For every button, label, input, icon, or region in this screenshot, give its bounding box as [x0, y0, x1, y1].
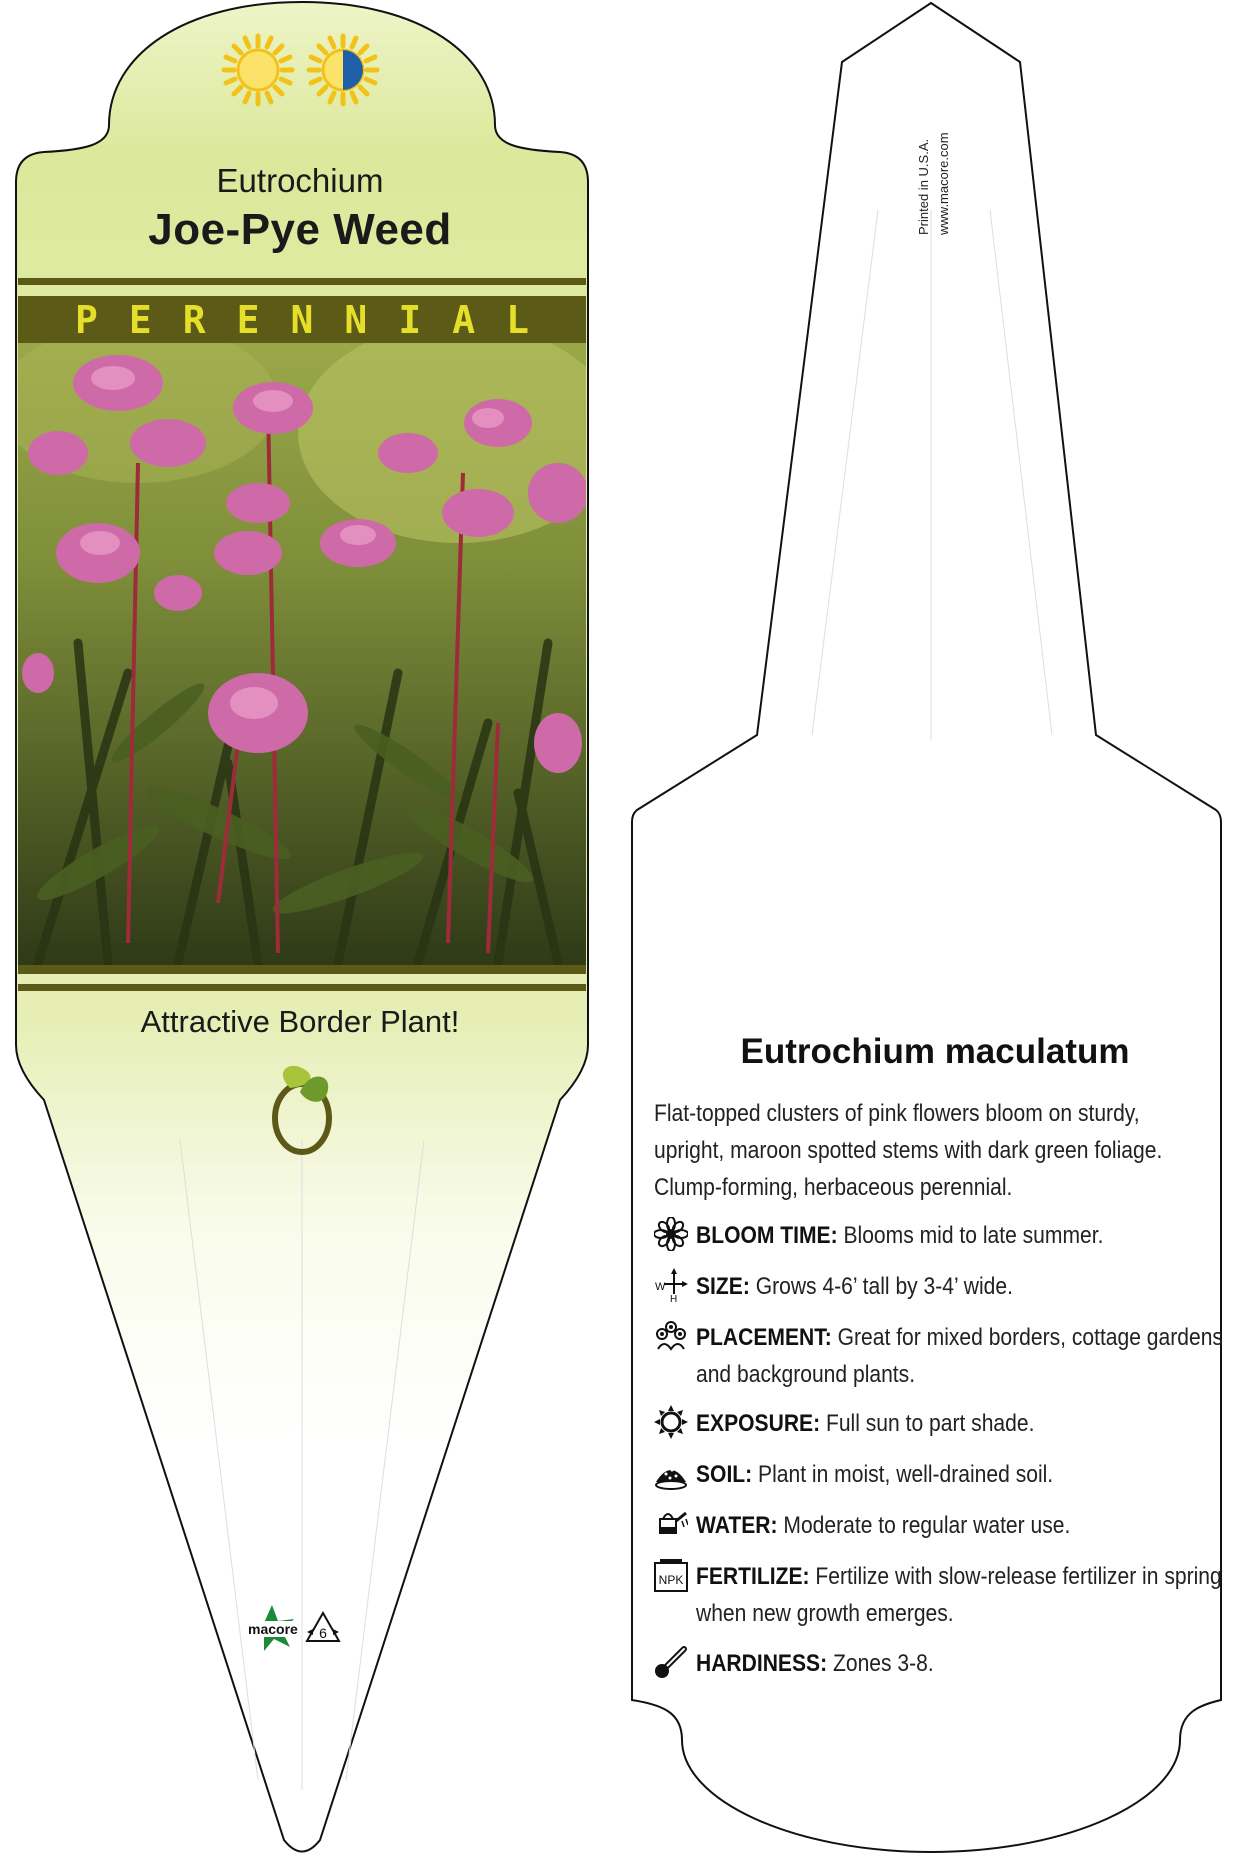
attr-text: Fertilize with slow-release fertilizer in spring when new growth emerges.: [696, 1563, 1222, 1627]
attr-text: Full sun to part shade.: [825, 1410, 1035, 1437]
plant-description: Flat-topped clusters of pink flowers bloom on sturdy, upright, maroon spotted stems with dark green foliage. Clump-forming, herbaceous perennial.: [654, 1100, 1163, 1201]
attr-water: [654, 1507, 1233, 1544]
attr-label: SOIL:: [696, 1461, 753, 1488]
attr-label: PLACEMENT:: [696, 1324, 832, 1351]
thermometer-icon: [654, 1645, 688, 1679]
banner-stripe-top: [18, 278, 586, 285]
npk-icon: [654, 1558, 688, 1592]
size-w-letter: W: [655, 1281, 666, 1293]
brand-name: macore: [248, 1621, 298, 1637]
attr-label: FERTILIZE:: [696, 1563, 810, 1590]
attr-label: WATER:: [696, 1512, 778, 1539]
flower-icon: [654, 1217, 688, 1251]
attr-bloom-time: [654, 1217, 1233, 1254]
part-shade-icon: [309, 36, 377, 104]
genus-name: Eutrochium: [216, 162, 384, 199]
website: www.macore.com: [936, 132, 951, 235]
attr-hardiness: [654, 1645, 1233, 1682]
size-h-letter: H: [670, 1294, 678, 1302]
recycle-icon: [303, 1609, 343, 1649]
attr-text: Zones 3-8.: [832, 1650, 934, 1677]
attr-label: BLOOM TIME:: [696, 1222, 838, 1249]
soil-icon: [654, 1456, 688, 1490]
attr-label: SIZE:: [696, 1273, 750, 1300]
brand-footer: [247, 1604, 343, 1654]
attr-text: Blooms mid to late summer.: [843, 1222, 1104, 1249]
size-icon: [654, 1268, 688, 1302]
attr-text: Great for mixed borders, cottage gardens and background plants.: [696, 1324, 1223, 1388]
attr-label: HARDINESS:: [696, 1650, 828, 1677]
attr-exposure: [654, 1405, 1233, 1442]
scientific-name: Eutrochium maculatum: [740, 1032, 1130, 1071]
attr-fertilize: [654, 1558, 1233, 1632]
attr-label: EXPOSURE:: [696, 1410, 821, 1437]
banner-stripe-bottom: [18, 965, 586, 974]
attr-text: Moderate to regular water use.: [783, 1512, 1071, 1539]
attr-text: Plant in moist, well-drained soil.: [758, 1461, 1054, 1488]
recycle-code: 6: [319, 1625, 327, 1641]
npk-label: NPK: [658, 1573, 684, 1587]
category-banner: [18, 296, 586, 343]
banner-stripe-bottom-thin: [18, 984, 586, 991]
plant-photo: [18, 343, 586, 965]
full-sun-icon: [224, 36, 292, 104]
attr-text: Grows 4-6’ tall by 3-4’ wide.: [755, 1273, 1013, 1300]
attr-soil: [654, 1456, 1233, 1493]
sun-icon: [654, 1405, 688, 1439]
attr-size: [654, 1268, 1233, 1305]
printed-in: Printed in U.S.A.: [916, 138, 931, 235]
watering-can-icon: [654, 1507, 688, 1541]
tagline: Attractive Border Plant!: [140, 1004, 460, 1039]
printer-info: [908, 95, 968, 235]
common-name: Joe-Pye Weed: [148, 205, 452, 254]
placement-icon: [654, 1319, 688, 1353]
attr-placement: [654, 1319, 1233, 1393]
category-label: PERENNIAL: [75, 297, 560, 342]
